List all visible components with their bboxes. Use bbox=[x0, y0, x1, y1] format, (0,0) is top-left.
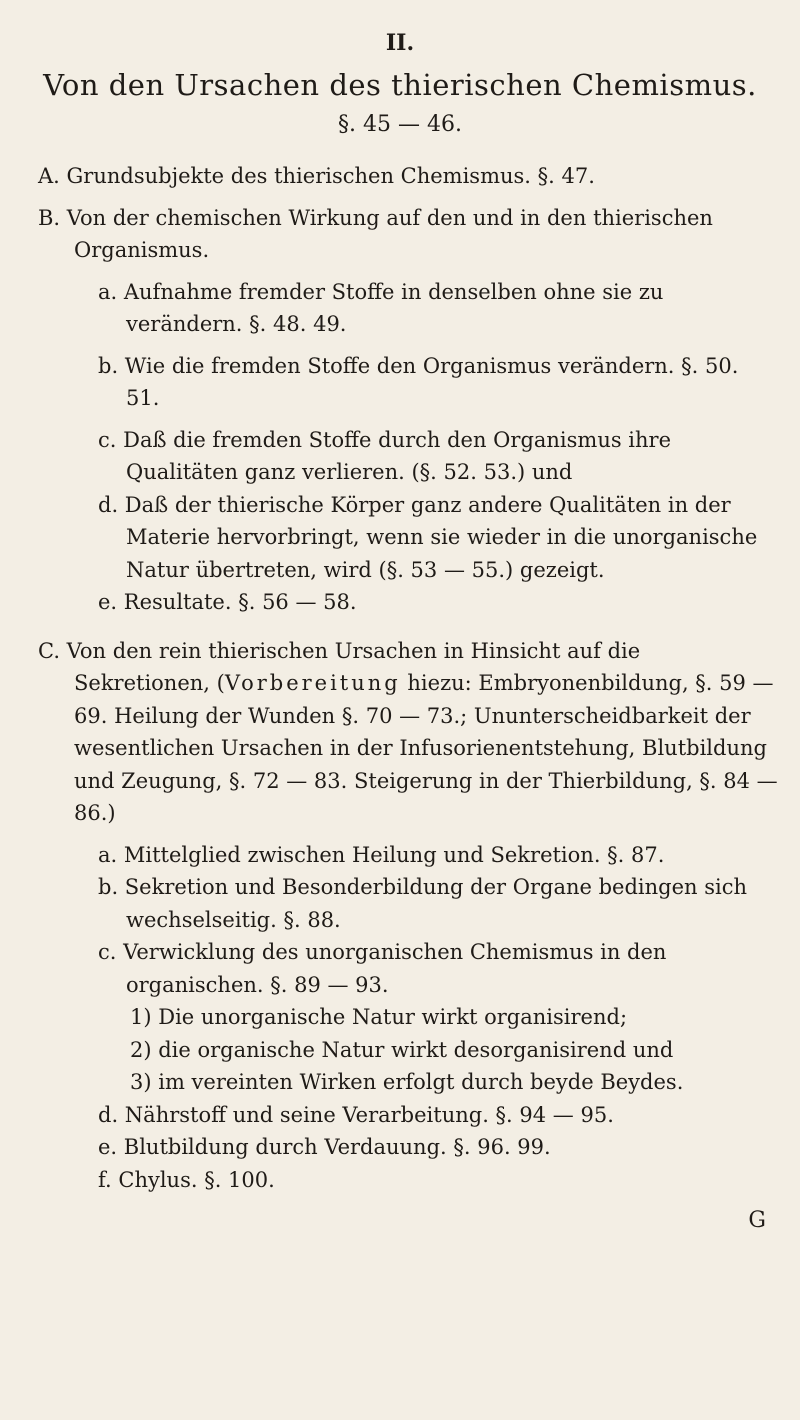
entry-c-text-end: hiezu: Embryonenbildung, §. 59 — 69. Heilung der Wunden §. 70 — 73.; Ununterscheidbarkeit der wesentlichen Ursachen in der Infusorienentstehung, Blutbildung und Zeugung, §. 72 — 83. Steigerung in der Thierbildung, §. 84 — 86.) bbox=[74, 671, 778, 825]
entry-b-b: b. Wie die fremden Stoffe den Organismus verändern. §. 50. 51. bbox=[98, 353, 739, 410]
entry-c-c: c. Verwicklung des unorganischen Chemismus in den organischen. §. 89 — 93. bbox=[98, 940, 667, 997]
entry-c-c-1: 1) Die unorganische Natur wirkt organisirend; bbox=[130, 1005, 628, 1029]
paragraph-range: §. 45 — 46. bbox=[338, 112, 462, 137]
table-of-contents bbox=[38, 160, 778, 1196]
section-numeral: II. bbox=[385, 30, 415, 56]
entry-c-a: a. Mittelglied zwischen Heilung und Sekretion. §. 87. bbox=[98, 842, 665, 867]
entry-c-c-3: 3) im vereinten Wirken erfolgt durch beyde Beydes. bbox=[130, 1070, 684, 1094]
catchword: G bbox=[748, 1208, 766, 1233]
entry-c-d: d. Nährstoff und seine Verarbeitung. §. 94 — 95. bbox=[98, 1102, 614, 1127]
entry-b-c: c. Daß die fremden Stoffe durch den Organismus ihre Qualitäten ganz verlieren. (§. 52. 53.) und bbox=[98, 427, 672, 484]
entry-b-a: a. Aufnahme fremder Stoffe in denselben ohne sie zu verändern. §. 48. 49. bbox=[98, 279, 664, 336]
entry-a: A. Grundsubjekte des thierischen Chemismus. §. 47. bbox=[38, 164, 595, 188]
entry-c bbox=[38, 635, 778, 830]
entry-c-text-start: C. Von den rein thierischen Ursachen in Hinsicht auf die Sekretionen, ( bbox=[38, 638, 641, 695]
entry-c-b: b. Sekretion und Besonderbildung der Organe bedingen sich wechselseitig. §. 88. bbox=[98, 875, 748, 932]
page-title: Von den Ursachen des thierischen Chemismus. bbox=[43, 68, 757, 102]
entry-b: B. Von der chemischen Wirkung auf den und in den thierischen Organismus. bbox=[38, 205, 713, 262]
entry-c-spaced-word: Vorbereitung bbox=[224, 671, 401, 695]
entry-c-c-2: 2) die organische Natur wirkt desorganisirend und bbox=[130, 1037, 674, 1062]
entry-c-f: f. Chylus. §. 100. bbox=[98, 1167, 275, 1192]
entry-b-d: d. Daß der thierische Körper ganz andere Qualitäten in der Materie hervorbringt, wenn sie wieder in die unorganische Natur übertreten, wird (§. 53 — 55.) gezeigt. bbox=[98, 492, 758, 582]
entry-c-e: e. Blutbildung durch Verdauung. §. 96. 99. bbox=[98, 1135, 551, 1159]
entry-b-e: e. Resultate. §. 56 — 58. bbox=[98, 590, 357, 614]
